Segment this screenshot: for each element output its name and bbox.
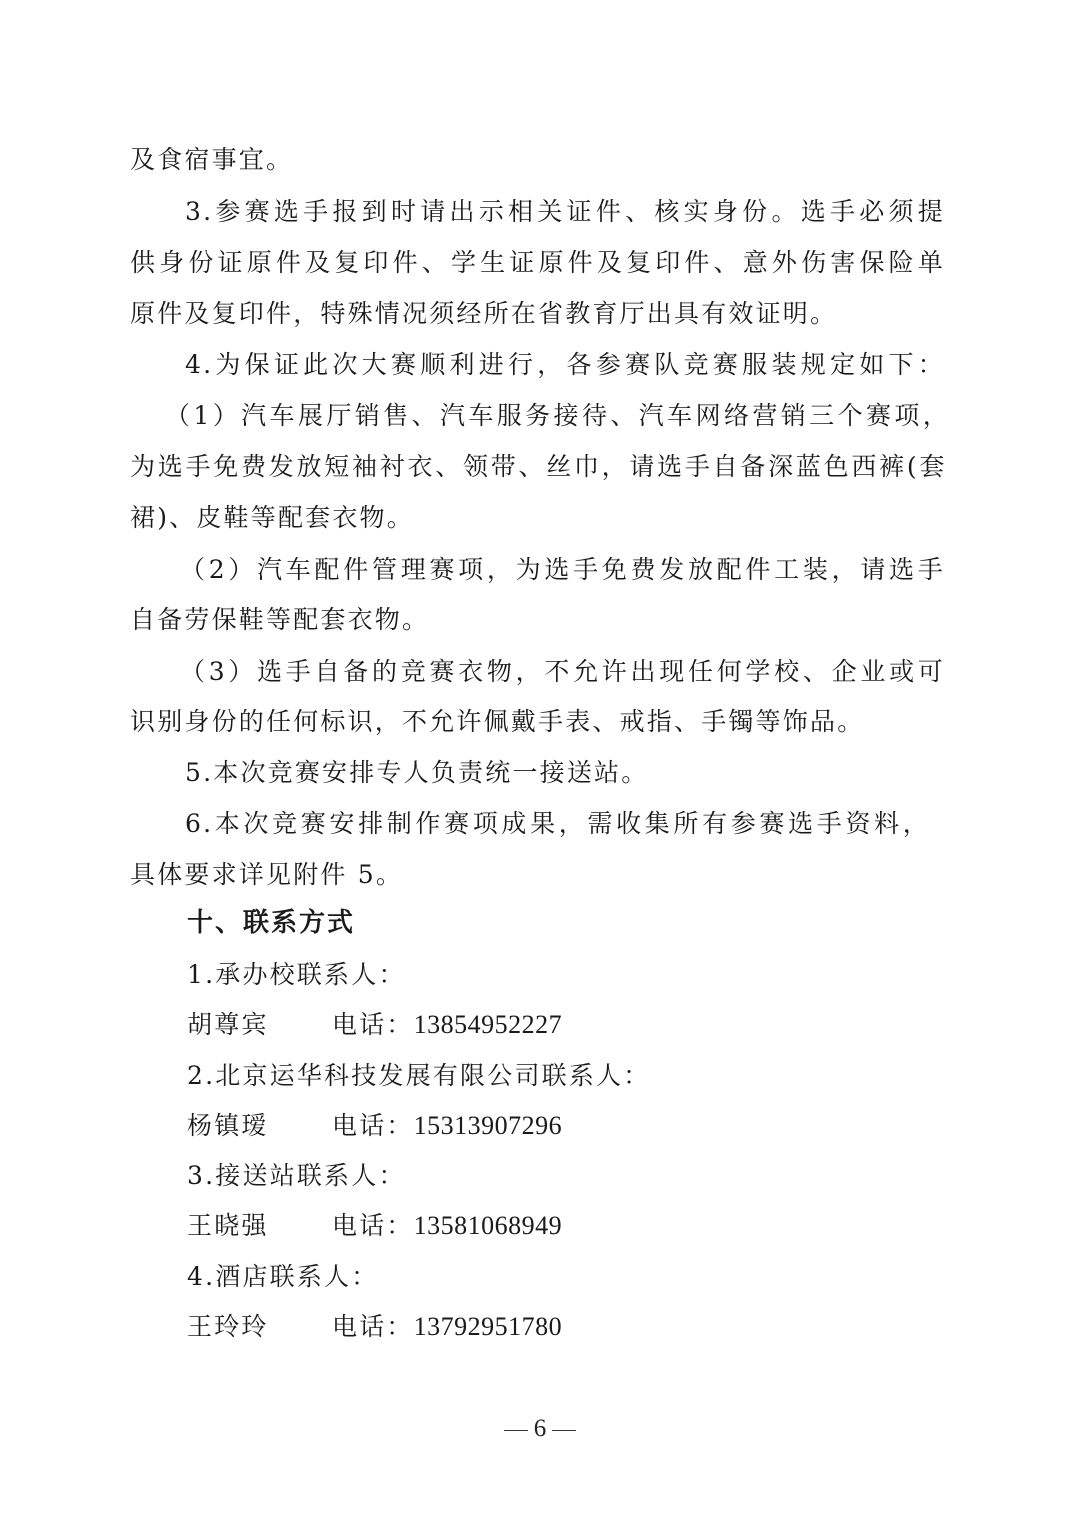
phone-number: 15313907296 xyxy=(413,1111,563,1140)
contact-name: 胡尊宾 xyxy=(187,1010,269,1039)
dash-right xyxy=(552,1430,576,1432)
contact-title: 2.北京运华科技发展有限公司联系人： xyxy=(187,1061,651,1090)
phone-number: 13854952227 xyxy=(413,1010,563,1039)
contact-row xyxy=(187,1109,887,1143)
contact-row xyxy=(187,1209,887,1243)
paragraph-line: （2）汽车配件管理赛项，为选手免费发放配件工装，请选手 xyxy=(180,555,945,584)
dash-left xyxy=(504,1430,528,1432)
contact-row xyxy=(187,1008,887,1042)
contact-title: 1.承办校联系人： xyxy=(187,960,406,989)
paragraph-line: 为选手免费发放短袖衬衣、领带、丝巾，请选手自备深蓝色西裤(套 xyxy=(130,452,945,481)
contact-name: 杨镇瑷 xyxy=(187,1111,269,1140)
phone-number: 13581068949 xyxy=(413,1211,563,1240)
paragraph-line: 具体要求详见附件 5。 xyxy=(130,860,404,889)
paragraph-line: 供身份证原件及复印件、学生证原件及复印件、意外伤害保险单 xyxy=(130,248,945,277)
page-number xyxy=(0,1415,1080,1443)
paragraph-line: 识别身份的任何标识，不允许佩戴手表、戒指、手镯等饰品。 xyxy=(130,707,865,736)
paragraph-line: 5.本次竞赛安排专人负责统一接送站。 xyxy=(185,758,649,787)
paragraph-line: 裙)、皮鞋等配套衣物。 xyxy=(130,503,414,532)
paragraph-line: （1）汽车展厅销售、汽车服务接待、汽车网络营销三个赛项， xyxy=(165,401,950,430)
contact-title: 3.接送站联系人： xyxy=(187,1161,406,1190)
paragraph-line: （3）选手自备的竞赛衣物，不允许出现任何学校、企业或可 xyxy=(180,657,945,686)
contact-row xyxy=(187,1310,887,1344)
phone-label: 电话： xyxy=(332,1010,414,1039)
phone-number: 13792951780 xyxy=(413,1312,563,1341)
section-heading: 十、联系方式 xyxy=(187,908,356,938)
paragraph-line: 4.为保证此次大赛顺利进行，各参赛队竞赛服装规定如下： xyxy=(185,350,945,379)
paragraph-line: 6.本次竞赛安排制作赛项成果，需收集所有参赛选手资料， xyxy=(185,809,930,838)
contact-title: 4.酒店联系人： xyxy=(187,1262,379,1291)
contact-name: 王晓强 xyxy=(187,1211,269,1240)
paragraph-line: 自备劳保鞋等配套衣物。 xyxy=(130,605,430,634)
contact-name: 王玲玲 xyxy=(187,1312,269,1341)
page-number-value: 6 xyxy=(533,1415,547,1442)
phone-label: 电话： xyxy=(332,1111,414,1140)
paragraph-line: 3.参赛选手报到时请出示相关证件、核实身份。选手必须提 xyxy=(185,197,945,226)
phone-label: 电话： xyxy=(332,1211,414,1240)
paragraph-line: 及食宿事宜。 xyxy=(130,145,294,174)
paragraph-line: 原件及复印件，特殊情况须经所在省教育厅出具有效证明。 xyxy=(130,299,838,328)
phone-label: 电话： xyxy=(332,1312,414,1341)
